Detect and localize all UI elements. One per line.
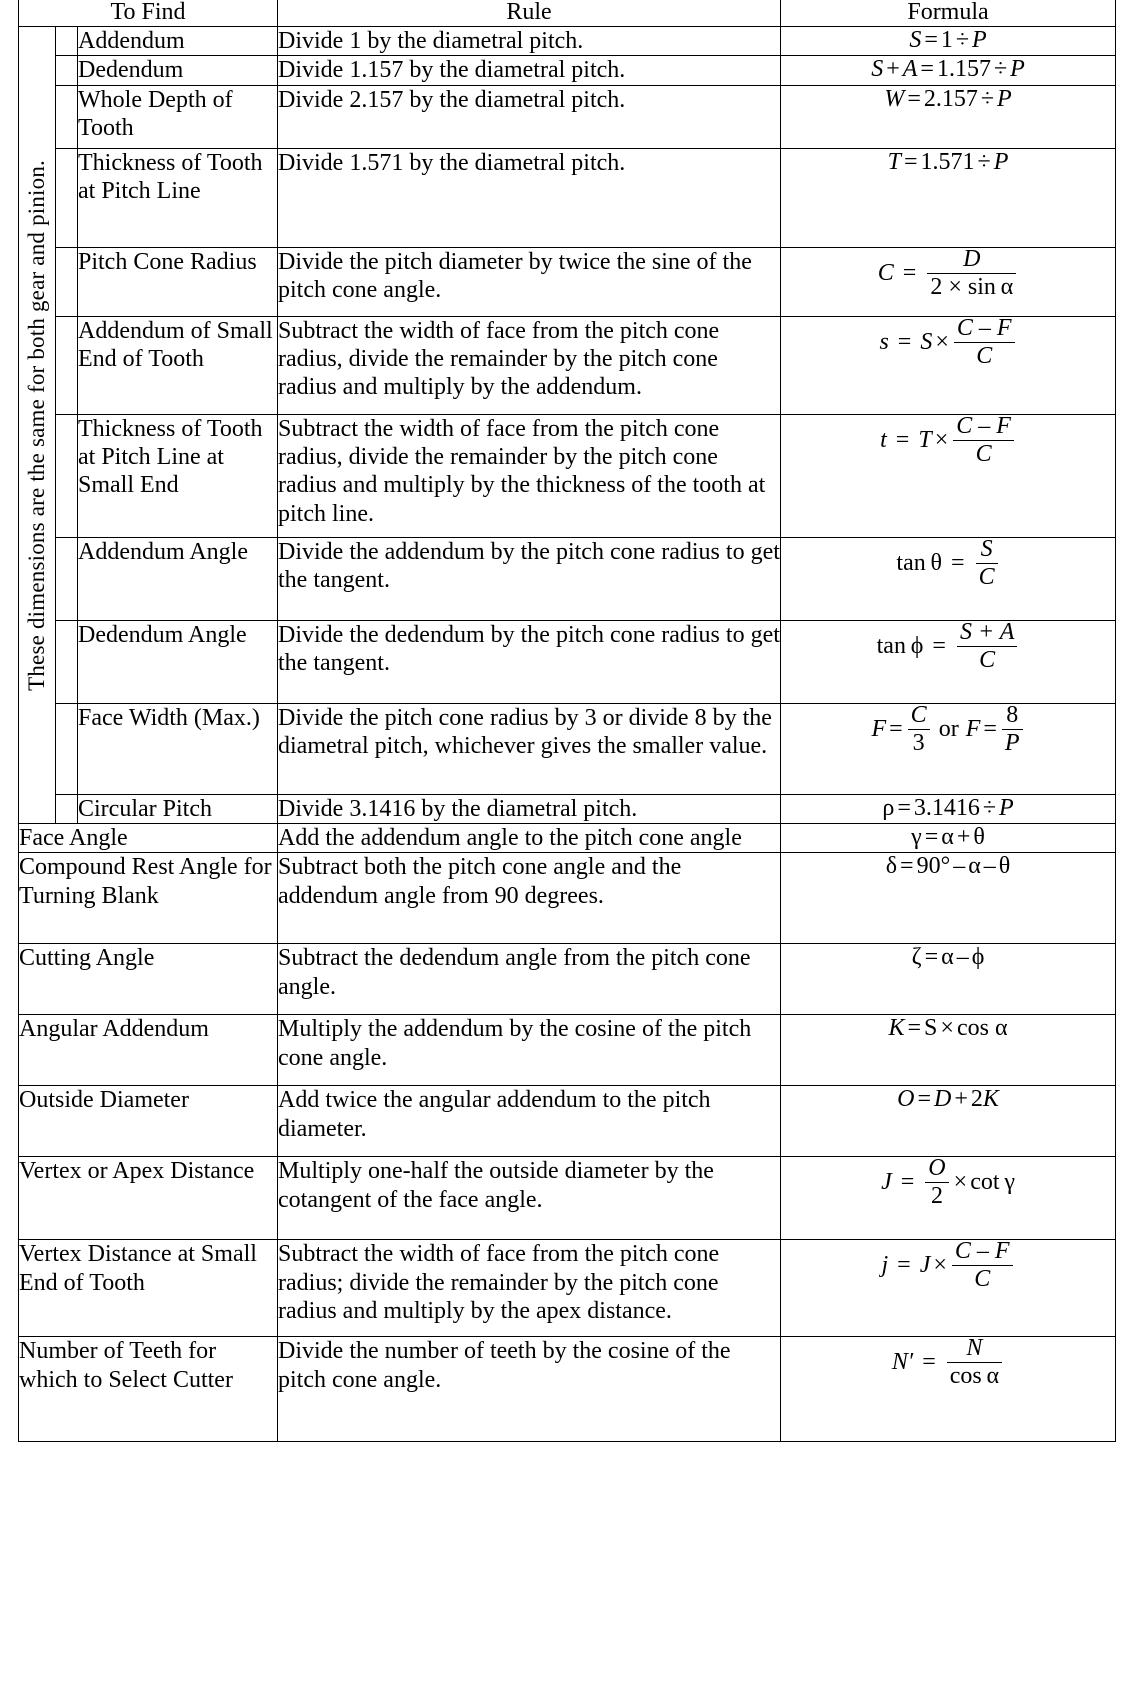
table-row [19,56,1116,85]
table-row [19,823,1116,852]
cell-formula: F = $\frac{C}{3}$ or F = $\frac{8}{P}$ [781,703,1116,794]
cell-formula: γ = α + θ [781,823,1116,852]
cell-formula: tan ϕ = $\frac{S + A}{C}$ [781,620,1116,703]
cell-rule: Divide 3.1416 by the diametral pitch. [278,794,781,823]
table-row [19,85,1116,148]
cell-rule: Divide 1.571 by the diametral pitch. [278,148,781,247]
cell-rule: Multiply the addendum by the cosine of the pitch cone angle. [278,1015,781,1086]
row-indent [56,56,78,85]
cell-to-find: Dedendum Angle [78,620,278,703]
cell-rule: Subtract the width of face from the pitch cone radius, divide the remainder by the pitch cone radius and multiply by the thickness of the tooth at pitch line. [278,414,781,537]
cell-rule: Subtract both the pitch cone angle and the addendum angle from 90 degrees. [278,853,781,944]
group-label-text: These dimensions are the same for both gear and pinion. [24,159,49,691]
table-row [19,1086,1116,1157]
cell-formula: S = 1 ÷ P [781,27,1116,56]
cell-rule: Subtract the dedendum angle from the pitch cone angle. [278,944,781,1015]
cell-rule: Divide the dedendum by the pitch cone radius to get the tangent. [278,620,781,703]
cell-to-find: Circular Pitch [78,794,278,823]
cell-to-find: Cutting Angle [19,944,278,1015]
table-header-row [19,0,1116,27]
cell-formula: C = $\frac{D}{\text{2 × sin α}}$ [781,247,1116,316]
cell-rule: Divide the pitch diameter by twice the sine of the pitch cone angle. [278,247,781,316]
cell-rule: Divide 1.157 by the diametral pitch. [278,56,781,85]
table-row [19,247,1116,316]
table-row [19,1337,1116,1442]
cell-to-find: Pitch Cone Radius [78,247,278,316]
cell-rule: Divide the number of teeth by the cosine of the pitch cone angle. [278,1337,781,1442]
cell-formula: W = 2.157 ÷ P [781,85,1116,148]
cell-rule: Divide the addendum by the pitch cone radius to get the tangent. [278,537,781,620]
cell-formula: S + A = 1.157 ÷ P [781,56,1116,85]
cell-to-find: Whole Depth of Tooth [78,85,278,148]
cell-to-find: Face Width (Max.) [78,703,278,794]
cell-rule: Divide 2.157 by the diametral pitch. [278,85,781,148]
cell-to-find: Angular Addendum [19,1015,278,1086]
row-indent [56,414,78,537]
cell-formula: T = 1.571 ÷ P [781,148,1116,247]
table-row [19,27,1116,56]
cell-to-find: Vertex Distance at Small End of Tooth [19,1240,278,1337]
cell-formula: ζ = α – ϕ [781,944,1116,1015]
table-row [19,537,1116,620]
cell-to-find: Vertex or Apex Distance [19,1157,278,1240]
cell-formula: t = T × $\frac{C - F}{C}$ [781,414,1116,537]
cell-rule: Divide 1 by the diametral pitch. [278,27,781,56]
row-indent [56,148,78,247]
table-row [19,316,1116,414]
group-label-cell [19,27,56,824]
table-row [19,620,1116,703]
cell-to-find: Dedendum [78,56,278,85]
cell-formula: s = S × $\frac{C - F}{C}$ [781,316,1116,414]
cell-to-find: Thickness of Tooth at Pitch Line [78,148,278,247]
cell-formula: N′ = $\frac{N}{\text{cos α}}$ [781,1337,1116,1442]
cell-formula: tan θ = $\frac{S}{C}$ [781,537,1116,620]
cell-to-find: Addendum Angle [78,537,278,620]
table-row [19,1157,1116,1240]
row-indent [56,247,78,316]
row-indent [56,27,78,56]
table-row [19,1240,1116,1337]
row-indent [56,794,78,823]
cell-rule: Add twice the angular addendum to the pitch diameter. [278,1086,781,1157]
table-row [19,414,1116,537]
cell-to-find: Addendum [78,27,278,56]
cell-to-find: Number of Teeth for which to Select Cutter [19,1337,278,1442]
cell-to-find: Outside Diameter [19,1086,278,1157]
table-row [19,853,1116,944]
table-row [19,944,1116,1015]
cell-rule: Multiply one-half the outside diameter by the cotangent of the face angle. [278,1157,781,1240]
table-row [19,148,1116,247]
cell-to-find: Addendum of Small End of Tooth [78,316,278,414]
column-header-formula: Formula [781,0,1116,27]
row-indent [56,316,78,414]
cell-to-find: Face Angle [19,823,278,852]
cell-to-find: Thickness of Tooth at Pitch Line at Small End [78,414,278,537]
cell-formula: J = $\frac{O}{2}$ × cot γ [781,1157,1116,1240]
row-indent [56,85,78,148]
table-row [19,1015,1116,1086]
column-header-rule: Rule [278,0,781,27]
row-indent [56,703,78,794]
row-indent [56,620,78,703]
cell-formula: ρ = 3.1416 ÷ P [781,794,1116,823]
column-header-to-find: To Find [19,0,278,27]
cell-rule: Subtract the width of face from the pitch cone radius; divide the remainder by the pitch cone radius and multiply by the apex distance. [278,1240,781,1337]
cell-formula: j = J × $\frac{C - F}{C}$ [781,1240,1116,1337]
cell-rule: Divide the pitch cone radius by 3 or divide 8 by the diametral pitch, whichever gives the smaller value. [278,703,781,794]
table-row [19,794,1116,823]
cell-formula: O = D + 2K [781,1086,1116,1157]
cell-to-find: Compound Rest Angle for Turning Blank [19,853,278,944]
cell-rule: Subtract the width of face from the pitch cone radius, divide the remainder by the pitch cone radius and multiply by the addendum. [278,316,781,414]
cell-rule: Add the addendum angle to the pitch cone angle [278,823,781,852]
row-indent [56,537,78,620]
bevel-gear-formula-table [18,0,1116,1442]
cell-formula: δ = 90° – α – θ [781,853,1116,944]
table-row [19,703,1116,794]
cell-formula: K = S × cos α [781,1015,1116,1086]
